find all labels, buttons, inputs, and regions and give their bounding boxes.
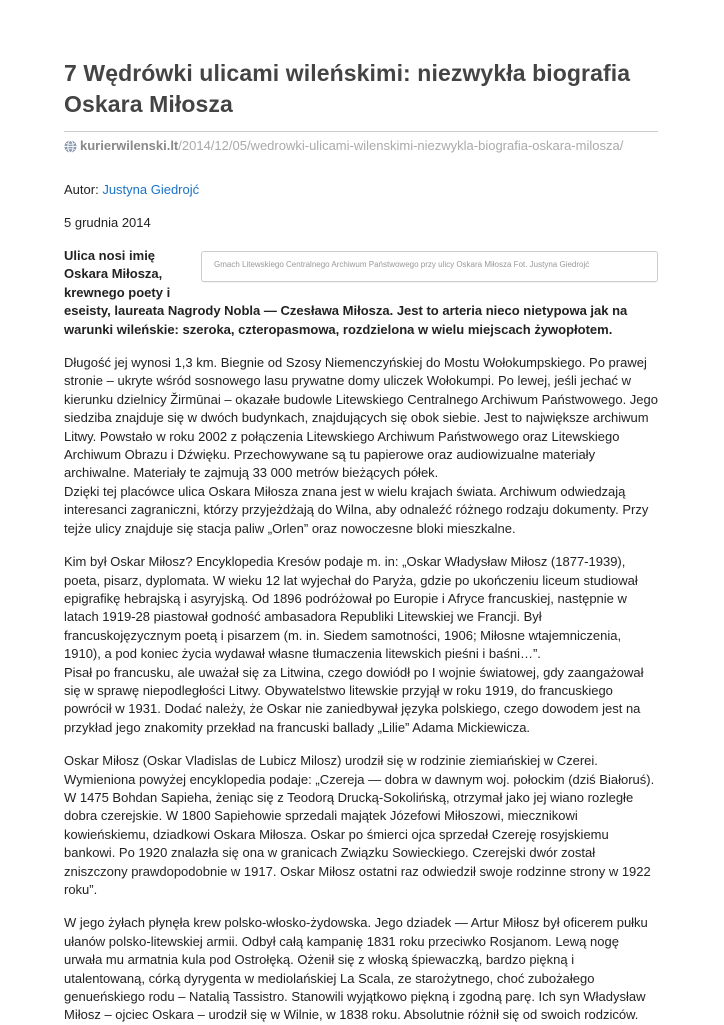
paragraph-text: Dzięki tej placówce ulica Oskara Miłosza znana jest w wielu krajach świata. Archiwum odwiedzają interesanci zagraniczni, którzy przyjeżdżają do Wilna, aby odnaleźć różnego rodzaju dokumenty. Przy tejże ulicy znajduje się stacja paliw „Orlen” oraz nowoczesne bloki mieszkalne. (64, 483, 649, 536)
lead-section (64, 247, 658, 339)
body-paragraph (64, 914, 658, 1024)
author-line (64, 181, 658, 199)
paragraph-text: W jego żyłach płynęła krew polsko-włosko-żydowska. Jego dziadek — Artur Miłosz był oficerem pułku ułanów polsko-litewskiej armii. Odbył całą kampanię 1831 roku przeciwko Rosjanom. Lewą nogę urwała mu armatnia kula pod Ostrołęką. Ożenił się z włoską śpiewaczką, bardzo piękną i utalentowaną, córką dyrygenta w mediolańskiej La Scala, ze starożytnego, choć zubożałego genueńskiego rodu – Natalią Tassistro. Stanowili wyjątkowo piękną i zgodną parę. Ich syn Władysław Miłosz – ojciec Oskara – urodził się w Wilnie, w 1838 roku. Absolutnie różnił się od swoich rodziców. (64, 915, 648, 1023)
source-line (64, 137, 658, 155)
title-divider (64, 131, 658, 132)
image-caption: Gmach Litewskiego Centralnego Archiwum Państwowego przy ulicy Oskara Miłosza Fot. Justyna Giedrojć (201, 251, 658, 282)
body-paragraph (64, 553, 658, 737)
article-title: 7 Wędrówki ulicami wileńskimi: niezwykła biografia Oskara Miłosza (64, 60, 631, 117)
lead-text: Ulica nosi imię Oskara Miłosza, krewnego poety i eseisty, laureata Nagrody Nobla — Czesława Miłosza. Jest to arteria nieco nietypowa jak na warunki wileńskie: szeroka, czteropasmowa, rozdzielona w wielu miejscach żywopłotem. (64, 248, 628, 337)
paragraph-text: Długość jej wynosi 1,3 km. Biegnie od Szosy Niemenczyńskiej do Mostu Wołokumpskiego. Po prawej stronie – ukryte wśród sosnowego lasu prywatne domy uliczek Wołokumpi. Po lewej, jeśli jechać w kierunku dzielnicy Žirmūnai – okazałe budowle Litewskiego Centralnego Archiwum Państwowego. Jego siedziba znajduje się w dwóch budynkach, znajdujących się obok siebie. Jest to największe archiwum Litwy. Powstało w roku 2002 z połączenia Litewskiego Archiwum Państwowego oraz Litewskiego Archiwum Obrazu i Dźwięku. Przechowywane są tu papierowe oraz audiowizualne materiały archiwalne. Materiały te zajmują 33 000 metrów bieżących półek. (64, 355, 658, 481)
body-paragraph (64, 354, 658, 538)
globe-icon (64, 140, 77, 153)
author-label: Autor: (64, 182, 99, 197)
author-link[interactable]: Justyna Giedrojć (102, 182, 200, 197)
body-paragraph (64, 752, 658, 899)
paragraph-text: Kim był Oskar Miłosz? Encyklopedia Kresów podaje m. in: „Oskar Władysław Miłosz (1877-1939), poeta, pisarz, dyplomata. W wieku 12 lat wyjechał do Paryża, gdzie po ukończeniu liceum studiował epigrafikę hebrajską i asyryjską. Od 1896 podróżował po Europie i Afryce francuskiej, następnie w latach 1919-28 piastował godność ambasadora Republiki Litewskiej we Francji. Był francuskojęzycznym poetą i pisarzem (m. in. Siedem samotności, 1906; Miłosne wtajemniczenia, 1910), a pod koniec życia wydawał własne tłumaczenia litewskich pieśni i baśni…”. (64, 554, 638, 662)
source-domain-link[interactable]: kurierwilenski.lt (80, 138, 179, 153)
article-date: 5 grudnia 2014 (64, 215, 151, 230)
paragraph-text: Pisał po francusku, ale uważał się za Litwina, czego dowiódł po I wojnie światowej, gdy zaangażował się w sprawę niepodległości Litwy. Obywatelstwo litewskie przyjął w roku 1919, do francuskiego powrócił w 1931. Dodać należy, że Oskar nie zaniedbywał języka polskiego, czego dowodem jest na przykład jego znakomity przekład na francuski ballady „Lilie” Adama Mickiewicza. (64, 664, 644, 735)
source-path-link[interactable]: /2014/12/05/wedrowki-ulicami-wilenskimi-niezwykla-biografia-oskara-milosza/ (178, 138, 624, 153)
paragraph-text: Oskar Miłosz (Oskar Vladislas de Lubicz Milosz) urodził się w rodzinie ziemiańskiej w Czerei. Wymieniona powyżej encyklopedia podaje: „Czereja — dobra w dawnym woj. połockim (dziś Białoruś). W 1475 Bohdan Sapieha, żeniąc się z Teodorą Drucką-Sokolińską, otrzymał jako jej wiano rozległe dobra czerejskie. W 1800 Sapiehowie sprzedali majątek Józefowi Miłoszowi, miecznikowi kowieńskiemu, dziadkowi Oskara Miłosza. Oskar po śmierci ojca sprzedał Czereję rosyjskiemu bankowi. Po 1920 znalazła się ona w granicach Związku Sowieckiego. Czerejski dwór został zniszczony prawdopodobnie w 1917. Oskar Miłosz ostatni raz odwiedził swoje rodzinne strony w 1922 roku”. (64, 753, 655, 897)
